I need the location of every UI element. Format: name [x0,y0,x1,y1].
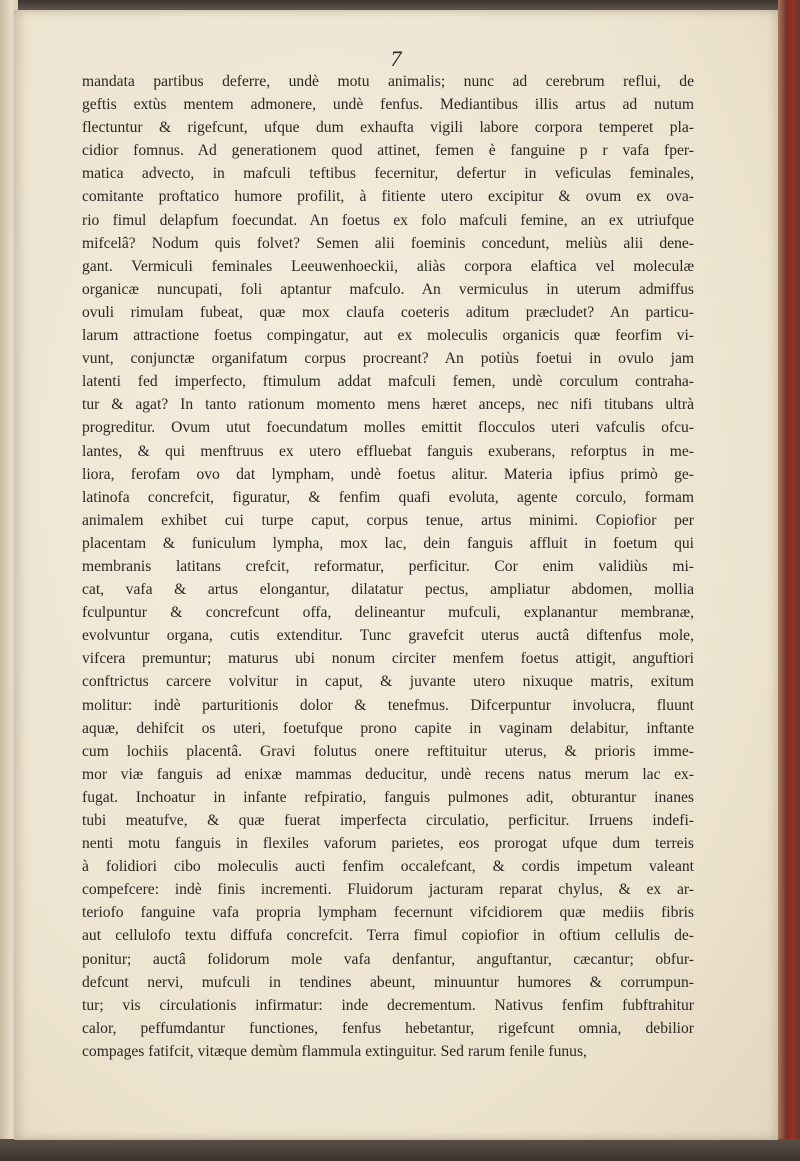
text-line: animalem exhibet cui turpe caput, corpus tenue, artus minimi. Copiofior per [82,511,694,529]
text-line: comitante proftatico humore profilit, à fitiente utero excipitur & ovum ex ova- [82,188,694,206]
book-bottom-edge [0,1139,800,1161]
text-line: evolvuntur organa, cutis extenditur. Tunc gravefcit uterus auctâ diftenfus mole, [82,627,694,645]
text-line: vifcera premuntur; maturus ubi nonum circiter menfem foetus attigit, anguftiori [82,650,694,668]
text-line: molitur: indè parturitionis dolor & tenefmus. Difcerpuntur involucra, fluunt [82,696,694,714]
body-text [82,70,694,1063]
text-line: compages fatifcit, vitæque demùm flammula extinguitur. Sed rarum fenile funus, [82,1042,587,1060]
text-line: à folidiori cibo moleculis aucti fenfim occalefcant, & cordis impetum valeant [82,858,694,876]
text-line: mandata partibus deferre, undè motu animalis; nunc ad cerebrum reflui, de [82,73,694,90]
text-line: cum lochiis placentâ. Gravi folutus onere reftituitur uterus, & prioris imme- [82,742,694,760]
text-line: compefcere: indè finis incrementi. Fluidorum jacturam reparat chylus, & ex ar- [82,881,694,899]
text-line: cidior fomnus. Ad generationem quod attinet, femen è fanguine p r vafa fper- [82,142,694,160]
text-line: latinofa concrefcit, figuratur, & fenfim quafi evoluta, agente corculo, formam [82,488,694,506]
text-line: fugat. Inchoatur in infante refpiratio, fanguis pulmones adit, obturantur inanes [82,788,694,806]
text-line: fculpuntur & concrefcunt offa, delineantur mufculi, explanantur membranæ, [82,604,694,622]
text-line: defcunt nervi, mufculi in tendines abeunt, minuuntur humores & corrumpun- [82,973,694,991]
page-number: 7 [390,46,402,71]
text-line: gant. Vermiculi feminales Leeuwenhoeckii, aliàs corpora elaftica vel moleculæ [82,257,694,275]
text-line: tur; vis circulationis infirmatur: inde decrementum. Nativus fenfim fubftrahitur [82,996,694,1014]
text-line: teriofo fanguine vafa propria lympham fecernunt vifcidiorem quæ mediis fibris [82,904,694,922]
text-line: flectuntur & rigefcunt, ufque dum exhaufta vigili labore corpora temperet pla- [82,119,694,137]
text-line: geftis extùs mentem admonere, undè fenfus. Mediantibus illis artus ad nutum [82,96,694,114]
text-line: tubi meatufve, & quæ fuerat imperfecta circulatio, perficitur. Irruens indefi- [82,812,694,829]
text-line: aut cellulofo textu diffufa concrefcit. Terra fimul copiofior in oftium cellulis de- [82,927,694,945]
text-line: rio fimul delapfum foecundat. An foetus ex folo mafculi femine, an ex utriufque [82,211,694,229]
text-line: matica advecto, in mafculi teftibus fecernitur, defertur in veficulas feminales, [82,165,694,183]
text-line: aquæ, dehifcit os uteri, foetufque prono capite in vaginam delabitur, inftante [82,719,694,737]
book-page [14,10,778,1140]
text-line: organicæ nuncupati, foli aptantur mafculo. An vermiculus in uterum admiffus [82,280,694,298]
text-line: progreditur. Ovum utut foecundatum molles emittit flocculos uteri vafculis ofcu- [82,419,694,437]
text-line: mor viæ fanguis ad enixæ mammas deducitur, undè recens natus merum lac ex- [82,765,694,783]
text-line: placentam & funiculum lympha, mox lac, dein fanguis affluit in foetum qui [82,534,694,552]
text-line: larum attractione foetus compingatur, aut ex moleculis organicis quæ feorfim vi- [82,327,694,345]
text-line: conftrictus carcere volvitur in caput, & juvante utero nixuque matris, exitum [82,673,694,691]
text-line: vunt, conjunctæ organifatum corpus procreant? An potiùs foetui in ovulo jam [82,350,694,368]
book-cover-edge [778,0,800,1161]
text-line: calor, peffumdantur functiones, fenfus hebetantur, rigefcunt omnia, debilior [82,1019,694,1037]
text-line: ovuli rimulam fubeat, quæ mox claufa coeteris aditum præcludet? An particu- [82,303,694,321]
text-line: latenti fed imperfecto, ftimulum addat mafculi femen, undè corculum contraha- [82,373,694,391]
text-line: tur & agat? In tanto rationum momento mens hæret anceps, nec nifi titubans ultrà [82,396,694,414]
text-line: membranis latitans crefcit, reformatur, perficitur. Cor enim validiùs mi- [82,557,694,575]
text-line: ponitur; auctâ folidorum mole vafa denfantur, anguftantur, cæcantur; obfur- [82,950,694,968]
text-line: cat, vafa & artus elongantur, dilatatur pectus, ampliatur abdomen, mollia [82,581,694,599]
text-line: nenti motu fanguis in flexiles vaforum parietes, eos prorogat ufque dum terreis [82,835,694,853]
text-line: mifcelâ? Nodum quis folvet? Semen alii foeminis concedunt, meliùs alii dene- [82,234,694,252]
text-line: lantes, & qui menftruus ex utero effluebat fanguis exuberans, reforptus in me- [82,442,694,460]
text-line: liora, ferofam ovo dat lympham, undè foetus alitur. Materia ipfius primò ge- [82,465,694,483]
